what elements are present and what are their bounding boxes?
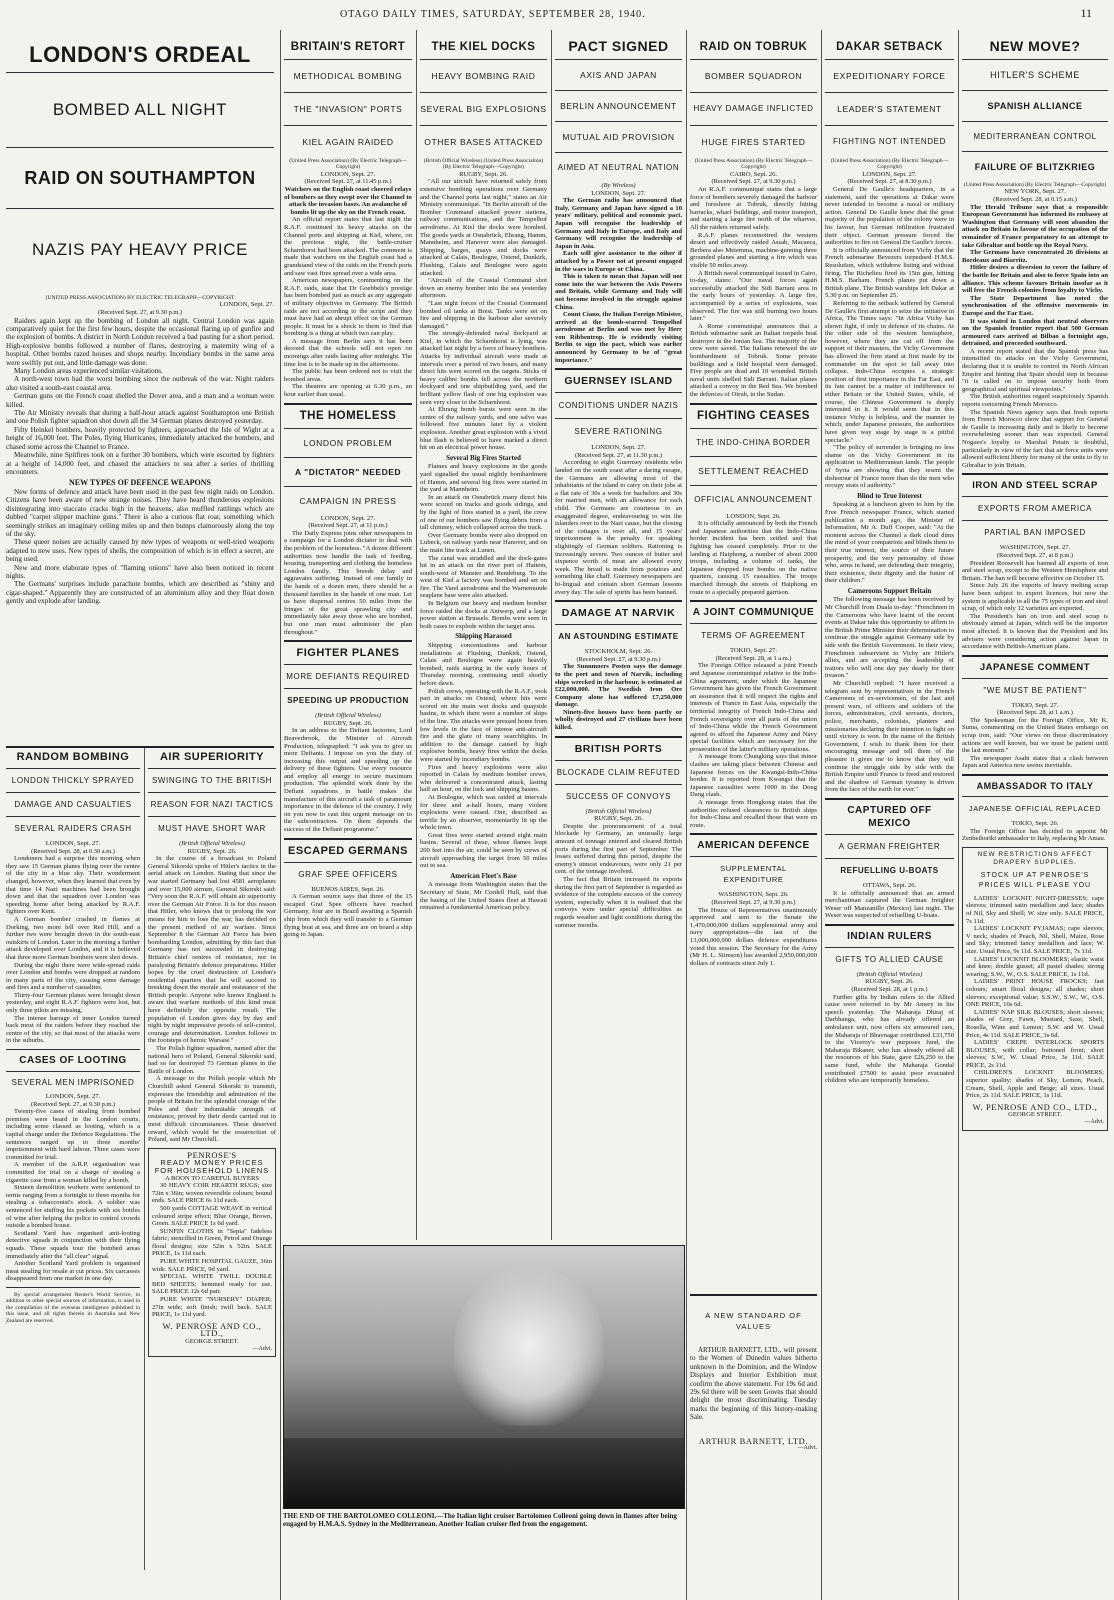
advert-firm: ARTHUR BARNETT, LTD. (698, 1435, 809, 1446)
paragraph: President Roosevelt has banned all exports of iron and steel scrap, except to the Western Hemisphere and Britain. The ban will become effective on October 15. (962, 559, 1108, 582)
subhead: MEDITERRANEAN CONTROL (973, 132, 1097, 141)
advert-address: GEORGE STREET. (185, 1338, 239, 1345)
headline-american-defence: AMERICAN DEFENCE (697, 840, 810, 852)
paragraph: The following message has been received by Mr Churchill from Duala to-day: "Frenchmen in the Cameroons who have learnt of the recent events at Dakar take this opportunity to affirm to the British Prime Minister their determination to continue the struggle against Germany side by side with the British Government. In their view, Frenchmen subservient to Vichy are Hitler's allies, and are accepting the leadership of traitors who will one day pay dearly for their treason." (825, 596, 954, 680)
received-line: (Received Sept. 27, at 8 p.m.) (996, 551, 1074, 559)
column-rule (958, 30, 959, 1600)
credit-line: (United Press Association) (By Electric Telegraph—Copyright) (694, 158, 813, 171)
advert-subtitle: STOCK UP AT PENROSE'S PRICES WILL PLEASE YOU (978, 871, 1092, 889)
dateline: RUGBY, Sept. 26. (187, 847, 237, 855)
lead-paragraph: Watchers on the English coast cheered relays of bombers as they swept over the Channel to attack the invasion bases. An avalanche of bombs lit up the sky on the French coast. (284, 186, 412, 216)
subhead: SEVERAL BIG EXPLOSIONS (420, 104, 547, 114)
dateline: RUGBY, Sept. 26. (323, 719, 373, 727)
subhead: AXIS AND JAPAN (580, 70, 657, 80)
advert-penrose-drapery (962, 847, 1108, 1131)
credit-line: (By Wireless) (601, 182, 636, 189)
dateline: TOKIO, Sept. 27. (730, 647, 777, 655)
subhead: FAILURE OF BLITZKRIEG (974, 162, 1096, 172)
subhead: EXPORTS FROM AMERICA (977, 504, 1093, 514)
paragraph: Many London areas experienced similar visitations. (14, 367, 163, 376)
dateline: LONDON, Sept. 27. (591, 189, 646, 197)
advert-line: LADIES' CREPE INTERLOCK SPORTS BLOUSES, with collar; buttoned front; short sleeves; S.W., W. Usual Price, 3s 11d. SALE PRICE, 2s 11d. (966, 1039, 1104, 1069)
received-line: (Received Sept. 28, at 1 a.m.) (997, 709, 1073, 717)
paragraph: In the course of a broadcast to Poland General Sikorski spoke of Hitler's tactics in the aerial attack on London. Stating that since the war started Germany had lost 4581 aeroplanes and over 15,000 airmen, General Sikorski said: "Very soon the R.A.F. will obtain air superiority over the German Air Force. It is for this reason that Hitler, who knows that to prolong the war means for him to lose the war, has decided on the present method of air warfare. Since September 8 the German Air Force has been bombarding London, admitting by this fact that Germany has not succeeded in destroying Britain's chief centres of resistance, nor in paralysing Britain's defence preparations. Hitler hopes by the cruel destruction of London's residential quarters that he will succeed in breaking down the morale and resistance of the British people. Anyone who knows England is aware that warfare methods of this kind must have definitely the opposite result. The population of London gives day by day and night by night impressive proofs of self-control, courage and determination. London follows in the footsteps of heroic Warsaw." (148, 855, 276, 1045)
subhead: KIEL AGAIN RAIDED (302, 137, 394, 147)
advert-line: LADIES' LOCKNIT NIGHT-DRESSES; cape sleeves; trimmed satin medallion and lace; shades of Nil, Sky and Shell; W. size only. SALE PRICE, 7s 11d. (966, 894, 1104, 925)
headline-kiel-docks: THE KIEL DOCKS (431, 41, 536, 53)
paragraph: American newspapers, commenting on the R.A.F. raids, state that Dr Goebbels's prestige has been bombed just as much as any aggregate of military objectives in Germany. The British raids are not according to the script and they must have had an abrupt effect on the German people. It must be a shock to them to find that bombing is a thing at which two can play. (284, 277, 412, 338)
page-number: 11 (1080, 6, 1092, 20)
subhead: JAPANESE OFFICIAL REPLACED (968, 804, 1102, 814)
advert-line: LADIES' LOCKNIT PYJAMAS; cape sleeves; V neck; shades of Peach, Nil, Shell, Maize, Rose and Sky; trimmed fancy medallion and lace; W. size. Usual Price, 9s 11d. SALE PRICE, 7s 11d. (966, 925, 1104, 955)
received-line: (Received Sept. 28, at 0.15 a.m.) (993, 196, 1077, 203)
paragraph: A member of the A.R.P. organisation was committed for trial on a charge of stealing a cigarette case from a woman killed by a bomb. (6, 1161, 140, 1184)
advert-line: 30 HEAVY COIR HEARTH RUGS; size 72in x 36in; woven reversible colours; bound ends. SALE PRICE 6s 11d each. (152, 1182, 272, 1205)
subheading: Shipping Harassed (455, 632, 512, 641)
paragraph: The Daily Express joins other newspapers in a campaign for a London dictator to deal with the problem of the homeless. "A dozen different authorities now handle the task of feeding, housing, transporting and clothing the homeless London family. This breeds delay and aggravates suffering. Instead of one family in the hands of a dozen men, there should be a thousand families in the hands of one man. Let us have dispersal centres 50 miles from the fringes of the great sprawling city and immediately take away those who are bombed, but one man must administer the plan throughout." (284, 529, 412, 636)
paragraph: A recent report stated that the Spanish press has intensified its attacks on the Vichy Government, declaring that it is unable to control its North African Empire and hinting that Spain should step in because "it is called on to impose security both from geographical and spiritual viewpoints." (962, 347, 1108, 393)
paragraph: An official report states that last night the R.A.F. continued its heavy attacks on the Channel ports and shipping at Kiel, where, on the previous night, the battle-cruiser Scharnhorst had been attacked. The comment is made that watchers on the English coast had a grandstand view of the raids on the French ports and saw vast fires spread over a wide area. (284, 216, 412, 277)
paragraph: It is officially announced from Vichy that the French submarine Bevezers torpedoed H.M.S. Resolution, which withdrew listing and without firing. The Richelieu fired its 15in gun, hitting H.M.S. Barham. French planes put down a British plane. The British warships left Dakar at 5.30 p.m. on September 25. (825, 246, 954, 300)
subhead: HITLER'S SCHEME (990, 70, 1080, 80)
paragraph: In Belgium our heavy and medium bomber force raided the docks at Antwerp, and a large power station at Brussels. Bombs were seen in both cases to explode within the target area. (420, 600, 547, 630)
paragraph: Flames and heavy explosions in the goods yard signalled the usual nightly bombardment of Hamm, and several big fires were started in the yard at Mannheim. (420, 463, 547, 494)
paragraph: Thirty-four German planes were brought down yesterday, and eight R.A.F. fighters were lost, but only three pilots are missing. (6, 991, 140, 1015)
dateline: CAIRO, Sept. 26. (729, 170, 778, 178)
article-new-move (962, 26, 1108, 1596)
dateline: LONDON, Sept. 26. (726, 512, 781, 520)
paragraph: The public has been ordered not to visit the bombed areas. (284, 368, 412, 383)
advert-line: CHILDREN'S LOCKNIT BLOOMERS; superior quality; shades of Sky, Lemon, Peach, Cream, Shell, Apple and Beige; all sizes. Usual Price, 2s 11d. SALE PRICE, 1s 11d. (966, 1069, 1104, 1100)
column-rule (416, 30, 417, 1240)
headline-damage-narvik: DAMAGE AT NARVIK (561, 607, 676, 620)
paragraph: The Spokesman for the Foreign Office, Mr K. Suma, commenting on the United States embargo on scrap iron, said: "Our views on these discriminatory actions are well known, but we must be patient until the last moment." (962, 716, 1108, 755)
advert-body: ARTHUR BARNETT, LTD., will present to the Women of Dunedin values hitherto unknown in the Dominion, and the Window Displays and Interior Exhibition must confirm the above statement. For 19s 6d and 29s 6d there will be seen Gowns that should delight the most discriminating. Tuesday marks the beginning of this history-making Sale. (690, 1346, 817, 1422)
paragraph: Polish crews, operating with the R.A.F., took part in attacks on Ostend, where hits were scored on the main wet docks and quayside basins, in which there were a number of ships of the line. The attacks were pressed home from low levels in the face of intense anti-aircraft fire and the glare of many searchlights. In addition to the damage caused by high explosive bombs, heavy fires within the docks were started by incendiary bombs. (420, 687, 547, 763)
dateline: TOKIO, Sept. 27. (1011, 701, 1059, 709)
lead-paragraph: The German radio has announced that Italy, Germany and Japan have signed a 10 years' military, political and economic pact. Japan will recognise the leadership of Germany and Italy in Europe, and Italy and Germany will recognise the leadership of Japan in Asia. (555, 197, 682, 250)
advert-line: PURE WHITE HOSPITAL GAUZE, 36in wide. SALE PRICE, 9d yard. (152, 1258, 272, 1273)
headline-raid-tobruk: RAID ON TOBRUK (699, 41, 808, 53)
dateline: WASHINGTON, Sept. 27. (999, 544, 1071, 552)
paragraph: "All our aircraft have returned safely from extensive bombing operations over Germany and the Channel ports last night," states an Air Ministry communiqué. "In Berlin aircraft of the Bomber Command attacked power stations, railway communications, and the Tempelhof aerodrome. At Kiel the docks were bombed. The goods yards at Osnabrück, Ehrang, Hamm, Mannheim, and Hanover were also damaged. Shipping, barges, quays and docks were attacked at Calais, Boulogne, Ostend, Dunkirk, Flushing, Calais and Boulogne were again attacked. (420, 178, 547, 277)
dateline: STOCKHOLM, Sept. 26. (584, 648, 653, 656)
paragraph: The Germans' surprises include parachute bombs, which are described as "shiny and cigar-shaped." Apparently they are constructed of an aluminium alloy and they float down gently and explode after landing. (6, 580, 274, 606)
dateline: TOKIO, Sept. 26. (1011, 820, 1059, 828)
received-line: (Received Sept. 27, at 9.30 p.m.) (97, 309, 183, 316)
subhead: METHODICAL BOMBING (293, 71, 403, 81)
paragraph: Since July 26 the exports of heavy melting scrap have been subject to export licences, but now the system is applicable to all the 75 types of iron and steel scrap, of which only 12 varieties are exported. (962, 582, 1108, 613)
advert-line: SUNFIN CLOTHS in "Sepia" fadeless fabric; stencilled in Green, Petrol and Orange floral designs; size 52in x 52in. SALE PRICE, 1s 11d each. (152, 1227, 272, 1258)
subhead: CAMPAIGN IN PRESS (299, 495, 397, 506)
article-britains-retort (284, 26, 412, 1241)
subheading: American Fleet's Base (450, 871, 517, 880)
advert-firm: PENROSE'S (187, 1149, 237, 1160)
subhead-bombed-all-night: BOMBED ALL NIGHT (52, 100, 228, 119)
credit-line: (British Official Wireless) (179, 840, 245, 847)
paragraph: A German source says that three of the 15 escaped Graf Spee officers have reached Germany, four are in Brazil awaiting a Spanish ship from which they will transfer to a German flying boat at sea, and three are on board a ship going to Japan. (284, 893, 412, 939)
paragraph: At Boulogne, which was raided at intervals for three and a-half hours, many violent explosions were caused. One, described as terrific by an observer, momentarily lit up the whole town. (420, 793, 547, 832)
paragraph: Despite the pronouncement of a total blockade by Germany, an unusually large amount of tonnage entered and cleared British ports during the first part of September. The losses suffered during this period, despite the enemy's utmost endeavours, were only 21 per cent. of the tonnage involved. (555, 822, 682, 876)
paragraph: Speaking at a luncheon given to him by the Free French newspaper France, which started publication a month ago, the Minister of Information, Mr A. Duff Cooper, said: "At the moment across the Channel a dark cloud dims the mind of your compatriots and blinds them to their true interest, the source of their future prosperity, and the very personality of those who, arms in hand, are defending their integrity, their existence, their dignity and the future of their children." (825, 501, 954, 585)
headline-random-bombing: RANDOM BOMBING (16, 751, 130, 763)
paragraph: The theatres are opening at 6.30 p.m., an hour earlier than usual. (284, 383, 412, 399)
subhead: DAMAGE AND CASUALTIES (14, 800, 132, 809)
subheading: Cameroons Support Britain (847, 586, 932, 595)
subhead: SEVERAL MEN IMPRISONED (11, 1078, 135, 1088)
subhead: SWINGING TO THE BRITISH (151, 776, 273, 785)
headline-joint-communique: A JOINT COMMUNIQUE (692, 607, 815, 619)
subhead: HUGE FIRES STARTED (701, 137, 806, 147)
paragraph: It is officially announced that an armed merchantman captured the German freighter Weser off Manzanillo (Mexico) last night. The Weser was suspected of refuelling U-boats. (825, 889, 954, 920)
subhead: AN ASTOUNDING ESTIMATE (558, 632, 679, 642)
headline-fighting-ceases: FIGHTING CEASES (697, 409, 810, 422)
dateline: WASHINGTON, Sept. 26. (718, 891, 789, 899)
paragraph: Referring to the setback suffered by General De Gaulle's first attempt to seize the initiative in Africa, The Times says: "In Africa Vichy has shown fight, if only in defence of its chains. At the other side of the western hemisphere, however, where they are cut off from the support of their masters, the Vichy Government has allowed the firm stand at first made by its commander on the spot to fall away into collapse. Indo-China occupies a strategic position of first importance in the Far East, and its fate cannot be a matter of indifference to either Britain or the United States, while, of course, the Chinese Government is deeply interested in it. It would seem that in this instance Vichy is helpless, and the manner in which, under Japanese pressure, the authorities have given way stage by stage is a pitiful spectacle." (825, 299, 954, 444)
lead-paragraph: Hitler desires a diversion to cover the failure of the battle for Britain and also to force Spain into an alliance. This scheme favours Britain insofar as it will free the French colonies from loyalty to Vichy. (962, 264, 1108, 295)
subhead: GRAF SPEE OFFICERS (298, 869, 398, 879)
received-line: (Received Sept. 28, at 1 p.m.) (851, 986, 928, 994)
dateline: LONDON, Sept. 27. (320, 514, 376, 522)
column-rule (686, 30, 687, 1600)
paragraph: A German bomber crashed in flames at Dorking, two more fell over Red Hill, and a further two were brought down in the south-east outskirts of London. Later in the morning a further attack developed over London, and it is believed that three more German bombers were shot down. (6, 915, 140, 961)
photo-bartolomeo-colleoni (283, 1245, 685, 1509)
received-line: (Received Sept. 28, at 0.30 a.m.) (31, 847, 115, 855)
lead-paragraph: Ninety-five houses have been partly or wholly destroyed and 27 civilians have been killed. (555, 708, 682, 732)
paragraph: R.A.F. planes reconnoitred the western desert and effectively raided Assab, Macaeca, Berbera also Metemma, machine-gunning three grounded planes and starting a fire which was visible 50 miles away. (690, 231, 817, 269)
sea (284, 1438, 684, 1508)
paragraph: Another Scotland Yard problem is organised meat stealing for resale at cut prices. Six carcasses disappeared from one market in one day. (6, 1260, 140, 1283)
article-londons-ordeal (6, 26, 274, 746)
paragraph: In an address to the Defiant factories, Lord Beaverbrook, the Minister of Aircraft Production, telegraphed: "I ask you to give us more Defiants. I impose on you the duty of increasing this output and speeding up the delivery of these fighters. Use every resource and employ all energy to secure maximum production. The splendid work done by the Defiant squadrons in battle makes the manufacture of this aircraft a task of paramount importance in the defence of the country. I rely on you now to cast this urgent message on to the subcontractors. On them depends the success of the Defiant programme." (284, 727, 412, 834)
paragraph: A British naval communiqué issued in Cairo, to-day, states: "Our naval forces again successfully attacked the Sidi Barrani area in the early hours of yesterday. A large fire, accompanied by a series of explosions, was observed. The fire was still burning two hours later." (690, 269, 817, 323)
headline-fighter-planes: FIGHTER PLANES (296, 647, 400, 660)
paragraph: A north-west town had the worst bombing since the outbreak of the war. Night raiders also visited a south-east coastal area. (6, 375, 274, 392)
subhead-nazis-pay: NAZIS PAY HEAVY PRICE (31, 240, 249, 259)
headline-iron-steel-scrap: IRON AND STEEL SCRAP (972, 480, 1098, 492)
dateline: OTTAWA, Sept. 26. (862, 881, 917, 889)
paragraph: German guns on the French coast shelled the Dover area, and a man and a woman were killed. (6, 392, 274, 409)
subheading: NEW TYPES OF DEFENCE WEAPONS (69, 478, 211, 488)
received-line: (Received Sept. 27, at 9.30 p.m.) (576, 655, 661, 663)
paragraph: Sixteen demolition workers were sentenced to terms ranging from a fortnight to three months for stealing a tobacconist's stock. A soldier was sentenced for stuffing his pockets with six bottles of wine after helping the police to control crowds outside a bombed house. (6, 1184, 140, 1230)
masthead (0, 0, 1114, 24)
paragraph: A message from Berlin says it has been decreed that the schools will not open on mornings after raids lasting after midnight. The time lost is to be made up in the afternoons. (284, 337, 412, 368)
credit-line: (United Press Association) (By Electric Telegraph—Copyright) (289, 158, 407, 171)
subhead: SEVERAL RAIDERS CRASH (14, 824, 132, 833)
dateline: RUGBY, Sept. 26. (865, 978, 914, 986)
subhead: HEAVY BOMBING RAID (431, 71, 536, 81)
credit-line: (British Official Wireless) (585, 807, 652, 815)
subhead: MUST HAVE SHORT WAR (158, 824, 266, 833)
article-air-superiority (148, 750, 276, 1592)
headline-ambassador-italy: AMBASSADOR TO ITALY (976, 781, 1094, 792)
column-rule (144, 748, 145, 1570)
headline-captured-off-mexico: CAPTURED OFF MEXICO (847, 804, 932, 829)
subhead: SEVERE RATIONING (574, 427, 663, 437)
advert-arthur-barnett (690, 1290, 817, 1560)
paragraph: Twenty-five cases of stealing from bombed premises were heard in the London courts, including some classed as looting, which is a capital charge under the Defence Regulations. The sentences ranged up to three months' imprisonment with hard labour. Three cases were committed for trial. (6, 1108, 140, 1161)
dateline: RUGBY, Sept. 26. (459, 170, 508, 178)
subhead: OTHER BASES ATTACKED (424, 137, 543, 147)
subhead: AIMED AT NEUTRAL NATION (557, 163, 680, 172)
lead-paragraph: Count Ciano, the Italian Foreign Minister, arrived at the bomb-scarred Tempelhof aerodrome at Berlin and was met by Herr von Ribbentrop. He is evidently visiting Berlin to sign the pact, which was earlier announced by Germany to be of "great importance." (555, 311, 682, 364)
subhead: SETTLEMENT REACHED (698, 465, 809, 476)
paragraph: The canal was straddled and the dock-gates hit in an attack on the river port of Hattem, south-west of Munster and Rendeburg. To the west of Kiel a factory was bombed and set on fire. The Varel aerodrome and the Warnemunde seaplane base were also attacked. (420, 554, 547, 600)
advert-subtitle: A BOON TO CAREFUL BUYERS (164, 1174, 260, 1182)
paragraph: These queer noises are actually caused by new types of weapons or well-tried weapons adapted to new uses. New types of shells, the composition of which is in effect a secret, are being used. (6, 538, 274, 564)
subhead: MUTUAL AID PROVISION (562, 132, 675, 142)
dateline: RUGBY, Sept. 26. (594, 815, 643, 823)
lead-paragraph: Each will give assistance to the other if attacked by a Power not at present engaged in the wars in Europe or China. (555, 250, 682, 273)
credit-line: (UNITED PRESS ASSOCIATION) BY ELECTRIC TELEGRAPH—COPYRIGHT (45, 295, 235, 301)
paragraph: It is officially announced by both the French and Japanese authorities that the Indo-China border incident has been settled and that fighting has ceased completely. Prior to the landing at Haiphong, a number of about 2000 troops, including a column of tanks, the Japanese dropped four bombs on the native quarters, causing 15 casualties. The troops marched through the streets of Haiphong en route to a specially prepared garrison. (690, 520, 817, 596)
paragraph: The Polish fighter squadron, named after the national hero of Poland, General Sikorski said, had so far destroyed 73 German planes in the Battle of London. (148, 1045, 276, 1075)
paragraph: According to eight Guernsey residents who landed on the south coast after a daring escape, the Germans are allowing most of the inhabitants of the island to carry on their jobs at a flat rate of 30s a week for bachelors and 30s for married men, with an allowance for each child. The Germans are courteous to an exaggerated degree, endeavouring to win the islanders over to the Nazi cause, but the closing of the cottages is over all, and 15 years' imprisonment is the penalty for speaking slightingly of German soldiers. Rationing is increasingly severe. Two ounces of butter and sixpence worth of meat are allowed every week. The bread is made from potatoes and something like chaff. Guernsey newspapers are bi-lingual and contain short German lessons every day. The sale of spirits has been banned. (555, 459, 682, 596)
paragraph: "Last night forces of the Coastal Command bombed oil tanks at Brest. Tanks were set on fire and shipping in the harbour also severely damaged." (420, 299, 547, 330)
dateline: LONDON, Sept. 27. (45, 1093, 101, 1101)
advert-line: LADIES' NAP SILK BLOUSES; short sleeves; shades of Grey, Fawn, Mustard, Saxe, Shell, Rosella, Wine and Lemon; S.W. and W. Usual Price, 4s 11d. SALE PRICE, 3s 6d. (966, 1008, 1104, 1039)
advert-mark: —Advt. (797, 1445, 817, 1452)
paragraph: Shipping concentrations and harbour installations at Flushing, Dunkirk, Ostend, Calais and Boulogne were again heavily bombed, raids starting in the early hours of Thursday morning, continuing until shortly before dawn. (420, 642, 547, 687)
subhead: A GERMAN FREIGHTER (838, 841, 941, 851)
paragraph: A message from Chungking says that minor clashes are taking place between Chinese and Japanese forces on the Kwangsi-Indo-China border. It is reported from Kwangsi that the Japanese casualties were 1000 in the Dong Dang clash. (690, 753, 817, 799)
lead-paragraph: The State Department has noted the synchronisation of the offensive movements in Europe and the Far East. (962, 294, 1108, 317)
paragraph: The fact that Britain increased its exports during the first part of September is regarded as evidence of the complete success of the convoy system, especially when it is realised that the convoys were under special difficulties as regards weather and light conditions during the summer months. (555, 876, 682, 929)
advert-title: NEW RESTRICTIONS AFFECT DRAPERY SUPPLIES. (977, 850, 1093, 866)
subhead: REASON FOR NAZI TACTICS (150, 800, 274, 809)
paragraph: Further gifts by Indian rulers to the Allied cause were referred to by Mr Amery in his speech yesterday. The Maharaja Dhiraj of Darbhanga, who has already offered an ambulance unit, now offers six armoured cars, the Maharaja of Bhavnagar contributed £33,750 to the Viceroy's war purposes fund, the Maharaja Bikaner, who has already offered all the resources of his State, gave £26,250 to the same fund, while the Maharaja Gondal contributed £7500 to assist poor evacuated children who are temporarily homeless. (825, 993, 954, 1085)
dateline: BUENOS AIRES, Sept. 26. (311, 885, 385, 893)
received-line: (Received Sept. 27, at 11 p.m.) (308, 522, 388, 530)
headline-new-move: NEW MOVE? (989, 38, 1081, 54)
paragraph: A message from Washington states that the Secretary of State, Mr Cordell Hull, said that the basing of the United States fleet at Hawaii remained a fundamental American policy. (420, 881, 547, 912)
headline-japanese-comment: JAPANESE COMMENT (979, 661, 1091, 673)
subhead: REFUELLING U-BOATS (840, 865, 939, 875)
received-line: (Received Sept. 27, at 9.30 p.m.) (711, 899, 796, 906)
dateline: LONDON, Sept. 27. (320, 170, 376, 178)
footnote: By special arrangement Reuter's World Service, in addition to other special sources of information, is used in the compilation of the overseas intelligence published in this issue, and all rights therein in Australia and New Zealand are reserved. (6, 1291, 140, 1324)
smoke-plume (454, 1266, 604, 1426)
article-raid-tobruk (690, 26, 817, 1256)
lead-paragraph: This is taken to mean that Japan will not come into the war between the Axis Powers and Britain, while Germany and Italy will not become involved in the struggle against China. (555, 273, 682, 311)
headline-british-ports: BRITISH PORTS (574, 742, 663, 755)
paragraph: The strongly-defended naval dockyard at Kiel, in which the Scharnhorst is lying, was attacked last night by a force of heavy bombers. Attacks by individual aircraft were made at intervals over a period of two hours, and many direct hits were scored on the targets. Sticks of heavy calibre bombs fell across the northern dockyard and one shipbuilding yard, and the brilliant yellow flash of one big explosion was seen very close to the Scharnhorst. (420, 330, 547, 406)
advert-line: 500 yards COTTAGE WEAVE in vertical coloured stripe effect; Blue Orange, Brown, Green. SALE PRICE 1s 6d yard. (152, 1204, 272, 1228)
subhead: LEADER'S STATEMENT (837, 104, 942, 114)
lead-paragraph: The Herald Tribune says that a responsible European Government has informed its embassy at Washington that Germany will soon abandon the attack on Britain in favour of the occupation of the remainder of France preparatory to an attempt to take Gibraltar and bottle up the Royal Navy. (962, 203, 1108, 249)
received-line: (Received Sept. 27, at 9.30 p.m.) (30, 1100, 116, 1108)
subhead: BLOCKADE CLAIM REFUTED (556, 767, 681, 777)
paragraph: Scotland Yard has organised anti-looting detective squads in conjunction with their flying squads. These squads tour the bombed areas immediately after the "all clear" signal. (6, 1229, 140, 1260)
lead-paragraph: The Sunnmoers Posten says the damage to the port and town of Narvik, including ships wrecked in the harbour, is estimated at £22,000,000. The Swedish Iron Ore Company alone has suffered £7,250,000 damage. (555, 663, 682, 709)
subhead: OFFICIAL ANNOUNCEMENT (694, 494, 813, 504)
received-line: (Received Sept. 28, at 1 a.m.) (715, 654, 792, 662)
subheading: Blind to True Interest (857, 491, 922, 500)
headline-dakar-setback: DAKAR SETBACK (836, 41, 943, 53)
subhead: SUCCESS OF CONVOYS (565, 791, 672, 801)
received-line: (Received Sept. 27, at 9.30 p.m.) (711, 178, 796, 186)
paragraph: The Foreign Office has decided to appoint Mr Zenbeihoriki ambassador to Italy, replacing Mr Amau. (962, 827, 1108, 843)
subhead: BERLIN ANNOUNCEMENT (560, 101, 677, 111)
headline-escaped-germans: ESCAPED GERMANS (288, 844, 408, 857)
advert-line: PURE WHITE "NURSERY" DIAPER; 27in wide; soft finish; twill back. SALE PRICE, 1s 11d yard. (152, 1296, 272, 1319)
subhead: THE "INVASION" PORTS (293, 104, 403, 114)
headline-cases-of-looting: CASES OF LOOTING (19, 1055, 127, 1067)
credit-line: (United Press Association) (By Electric Telegraph—Copyright) (964, 182, 1106, 188)
subhead: PARTIAL BAN IMPOSED (984, 528, 1086, 538)
paragraph: The House of Representatives unanimously approved and sent to the Senate the 1,470,000,000 dollars supplemental army and navy appropriation—the last of the 13,000,000,000 dollars defence expenditures voted this session. The Secretary for the Army (Mr H. L. Stimson) has awarded 2,950,000,000 dollars of contracts since July 1. (690, 906, 817, 967)
dateline: LONDON, Sept. 27. (862, 170, 917, 178)
subhead: THE INDO-CHINA BORDER (696, 437, 811, 447)
lead-paragraph: The Germans have concentrated 26 divisions at Bordeaux and Biarritz. (962, 249, 1108, 264)
paragraph: Raiders again kept up the bombing of London all night. Central London was again comparatively quiet for the first few hours, despite the occasional flaring up of gunfire and the explosion of bombs. A district in North London received a bad pasting for a short period. High-explosive bombs followed a number of flares, destroying a maternity wing of a hospital. Other bombs razed houses and shops nearby. Incendiary bombs in the same area were swiftly put out, and little damage was done. (6, 316, 274, 367)
subhead: EXPEDITIONARY FORCE (833, 71, 946, 81)
headline-britains-retort: BRITAIN'S RETORT (290, 41, 406, 53)
subhead: SPEEDING UP PRODUCTION (287, 696, 409, 706)
subhead: "WE MUST BE PATIENT" (983, 685, 1087, 695)
paragraph: "The policy of surrender is bringing no less shame on the Vichy Government in its application to Mediterranean lands. The people of Syria are showing that they resent the dishonour of France more than do the men who occupy seats of authority." (825, 444, 954, 490)
advert-mark: —Advt. (252, 1345, 272, 1352)
advert-line: LADIES' PRINT HOUSE FROCKS; fast colours; smart floral designs; all shades; short sleeves; exceptional value; S.S.W., S.W., W., O.S. ONE PRICE, 10s 6d. (966, 978, 1104, 1009)
paragraph: During the night there were wide-spread raids over London and bombs were dropped at random in many parts of the city, causing some damage and fires and a number of casualties. (6, 961, 140, 992)
advert-firm: W. PENROSE AND CO., LTD., (162, 1320, 262, 1339)
subhead: SPANISH ALLIANCE (987, 101, 1083, 111)
dateline: LONDON, Sept. 27. (45, 840, 101, 847)
paragraph: Fifty Heinkel bombers, heavily protected by fighters, approached the Isle of Wight at a height of 16,000 feet. The Poles, flying Hurricanes, immediately attacked the bombers, and chased some across the Channel to France. (6, 425, 274, 451)
paragraph: Great fires were started around eight main basins. Several of these, whose flames leapt 200 feet into the air, could be seen by crews of aircraft approaching the target from 50 miles out to sea. (420, 831, 547, 870)
paragraph: The Air Ministry reveals that during a half-hour attack against Southampton one British and one Polish fighter squadron shot down all the 34 German planes destroyed yesterday. (6, 409, 274, 426)
headline-londons-ordeal: LONDON'S ORDEAL (29, 42, 251, 67)
dateline: NEW YORK, Sept. 27. (1004, 188, 1066, 196)
subhead: LONDON THICKLY SPRAYED (11, 776, 135, 785)
subhead: FIGHTING NOT INTENDED (833, 137, 946, 146)
article-random-bombing (6, 750, 140, 1592)
article-kiel-docks (420, 26, 547, 1241)
headline-air-superiority: AIR SUPERIORITY (159, 751, 265, 763)
headline-pact-signed: PACT SIGNED (568, 38, 669, 54)
advert-title: A NEW STANDARD OF VALUES (705, 1311, 802, 1331)
subhead: BOMBER SQUADRON (704, 71, 803, 81)
paragraph: At Ehrang bomb bursts were seen in the centre of the railway yards, and one salvo was followed five minutes later by a violent explosion. Another great explosion with a vivid blue flash is believed to have marked a direct hit on an electrical power house. (420, 406, 547, 452)
paragraph: General De Gaulle's headquarters, in a statement, said the operations at Dakar were never intended to become a naval or military action. General De Gaulle knew that the great majority of the population of the colony were in his favour, but German infiltration frustrated their object. German pressure forced the authorities to fire on General De Gaulle's forces. (825, 186, 954, 247)
subhead: SUPPLEMENTAL EXPENDITURE (720, 864, 787, 885)
paragraph: The President's ban on iron and steel scrap is obviously aimed at Japan, which will be the importer most affected. It is known that the President and his advisers were considering action against Japan in accordance with British-American plans. (962, 612, 1108, 651)
paragraph: The Foreign Office released a joint French and Japanese communiqué relative to the Indo-China agreement, under which the Japanese Government has given the French Government an assurance that it will respect the rights and interests of France in East Asia, especially the territorial integrity of French Indo-China and French sovereignty over all parts of the union of Indo-China while the French Government agreed to afford the Japanese Army and Navy special facilities which are necessary for the prosecution of the latter's military operations. (690, 662, 817, 753)
credit-line: (United Press Association) (By Electric Telegraph—Copyright) (830, 158, 949, 171)
paragraph: An R.A.F. communiqué states that a large force of bombers severely damaged the harbour and foreshore at Tobruk, directly hitting barracks, wharf buildings, and motor transport, and starting a large fire north of the wharves. All the raiders returned safely. (690, 186, 817, 231)
photo-caption: THE END OF THE BARTOLOMEO COLLEONI.—The Italian light cruiser Bartolomeo Colleoni going down in flames after being engaged by H.M.A.S. Sydney in the Mediterranean. Another Italian cruiser fled from the engagement. (283, 1512, 677, 1528)
advert-mark: —Advt. (1084, 1119, 1104, 1126)
subhead: A "DICTATOR" NEEDED (294, 466, 402, 477)
paragraph: A message from Hongkong states that the authorities refused clearances to British ships for Indo-China and recalled those that were en route. (690, 799, 817, 829)
advert-title: READY MONEY PRICES FOR HOUSEHOLD LINENS (154, 1158, 270, 1175)
dateline: LONDON, Sept. 27. (591, 444, 646, 452)
credit-line: (British Official Wireless) (856, 970, 923, 978)
column-rule (821, 30, 822, 1600)
advert-address: GEORGE STREET. (1008, 1111, 1062, 1119)
section-rule (6, 746, 274, 748)
paragraph: Londoners had a surprise this morning when they saw 15 German planes flying over the centre of the city in a blue sky. Their wonderment changed, however, when they learned that even by that time 14 Nazi machines had been brought down and that the squadron over London was speeding home after being attacked by R.A.F. fighters over Kent. (6, 855, 140, 916)
subheading: Several Big Fires Started (446, 453, 521, 462)
received-line: (Received Sept. 27, at 8.30 p.m.) (847, 178, 932, 186)
paragraph: Meanwhile, nine Spitfires took on a further 30 bombers, which were escorted by fighters at a height of 14,000 feet, and chased the attackers to sea after a series of thrilling encounters. (6, 451, 274, 476)
article-dakar-setback (825, 26, 954, 1596)
subhead-raid-southampton: RAID ON SOUTHAMPTON (24, 168, 256, 188)
paragraph: New and more elaborate types of "flaming onions" have also been noticed in recent nights. (6, 563, 274, 580)
advert-penrose-linens (148, 1148, 276, 1357)
credit-line: (British Official Wireless) (United Press Association) (By Electric Telegraph—Copyright) (423, 158, 544, 171)
paragraph: The intense barrage of inner London turned back most of the raiders before they reached the centre of the city, so that most of the attacks were in the suburbs. (6, 1014, 140, 1045)
paragraph: A message to the Polish people which Mr Churchill asked General Sikorski to transmit, expresses the friendship and admiration of the people of Britain for the splendid courage of the Poles and their indomitable strength of resistance, proved by their deeds carried out in most difficult circumstances. These deserved reward, which would be the resurrection of Poland, said Mr Churchill. (148, 1075, 276, 1144)
headline-indian-rulers: INDIAN RULERS (847, 930, 932, 942)
headline-the-homeless: THE HOMELESS (299, 409, 397, 422)
received-line: (Received Sept. 27, at 11.30 p.m.) (574, 451, 663, 459)
masthead-title: OTAGO DAILY TIMES, SATURDAY, SEPTEMBER 28, 1940. (340, 9, 646, 20)
subhead: HEAVY DAMAGE INFLICTED (693, 104, 814, 113)
advert-firm: W. PENROSE AND CO., LTD., (972, 1101, 1098, 1112)
received-line: (Received Sept. 27, at 11.45 p.m.) (304, 178, 392, 186)
credit-line: (British Official Wireless) (315, 712, 381, 720)
paragraph: The British authorities regard suspiciously Spanish reports concerning French Morocco. (962, 393, 1108, 409)
advert-line: LADIES' LOCKNIT BLOOMERS; elastic waist and knee; double gusset; all pastel shades; strong wearing; S.W., W., O.S. SALE PRICE, 1s 11d. (966, 955, 1104, 978)
paragraph: "Aircraft of the Coastal Command shot down an enemy bomber into the sea yesterday afternoon. (420, 277, 547, 300)
subhead: TERMS OF AGREEMENT (701, 631, 806, 641)
subhead: CONDITIONS UNDER NAZIS (558, 401, 679, 411)
article-pact-signed (555, 26, 682, 1241)
subhead: GIFTS TO ALLIED CAUSE (835, 954, 944, 964)
subhead: LONDON PROBLEM (303, 437, 393, 448)
paragraph: In an attack on Osnabrück many direct hits were scored on tracks and goods sidings, and by the light of fires started in a yard, the crew of one of our bombers saw flying debris from a tall chimney, which collapsed across the track. (420, 493, 547, 532)
advert-line: SPECIAL WHITE TWILL DOUBLE BED SHEETS; hemmed ready for use. SALE PRICE 12s 6d pair. (152, 1273, 272, 1296)
paragraph: Over Germany bombs were also dropped on Lubeck, on railway yards near Hanover, and on the main line track at Lunen. (420, 531, 547, 554)
paragraph: The Spanish News agency says that fresh reports from French Morocco show that support for General de Gaulle is increasing daily and is likely to become overwhelming sooner than was expected. General Nogues's loyalty to Marshal Petain is doubtful, particularly in view of the fact that air force units were allowed sufficient liberty for many of the units to fly to Gibraltar to join Britain. (962, 408, 1108, 469)
paragraph: New forms of defence and attack have been used in the past few night raids on London. Citizens have been aware of new strange noises. They have heard thunderous explosions disintegrating into staccato cracks high in the heavens, also muffled rattlings which are dubbed "carpet slipper machine guns." There is also a curious flat roar, something which seemingly strikes an imaginary ceiling miles up and then bumps clamorously along the top of the sky. (6, 487, 274, 538)
headline-guernsey-island: GUERNSEY ISLAND (564, 375, 673, 388)
paragraph: A Rome communiqué announces that a British submarine sank an Italian torpedo boat destroyer in the Ionian Sea. The majority of the crew were saved. The Italians renewed the air bombardment of Tobruk. Some private buildings and a field hospital were damaged. Five people are dead and 10 wounded. British naval units shelled Sidi Barrani. Italian planes attacked a convoy in the Red Sea. We bombed the defences of Otrub, in the Sudan. (690, 322, 817, 399)
paragraph: Fires and heavy explosions were also reported in Calais by medium bomber crews, who delivered a concentrated attack, lasting half an hour, on the lock and shipping basins. (420, 763, 547, 794)
subhead: MORE DEFIANTS REQUIRED (286, 672, 410, 682)
lead-paragraph: It was stated in London that neutral observers on the Spanish frontier report that 500 German armoured cars arrived at Bilbao a fortnight ago, detrained, and proceeded southward. (962, 317, 1108, 348)
paragraph: The newspaper Asahi states that a clash between Japan and America now seems inevitable. (962, 754, 1108, 770)
column-rule (551, 30, 552, 1240)
dateline: LONDON, Sept. 27. (219, 301, 274, 309)
paragraph: Mr Churchill replied: "I have received a telegram sent by representatives in the French Cameroons of ex-servicemen, of the last and present wars, of officers and soldiers of the forces, administrators, civil servants, doctors, police, merchants, colonists, planters and missionaries declaring their intention to fight on until victory is won. In the name of the British Government, I wish to thank them for their encouraging message and tell them of the pleasure it gives me to know that they will continue the struggle side by side with the British Empire until France is freed and restored and the shadow of German tyranny is driven from the face of the earth for ever." (825, 680, 954, 794)
column-rule (280, 30, 281, 1600)
